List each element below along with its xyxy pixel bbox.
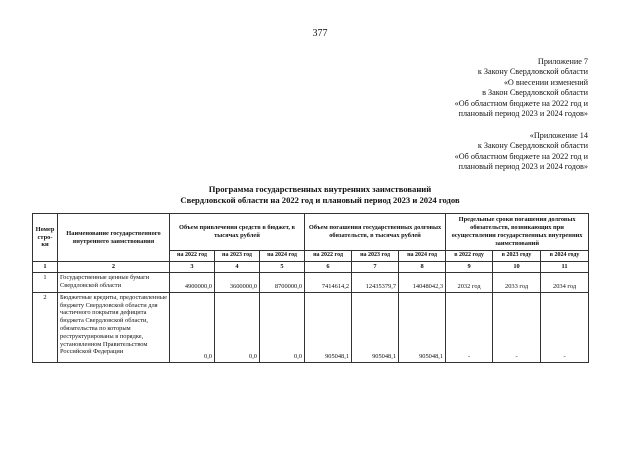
value-cell: 905048,1 xyxy=(352,292,399,362)
year-label: на 2024 год xyxy=(260,251,305,262)
year-label: на 2023 год xyxy=(215,251,260,262)
value-cell: 3600000,0 xyxy=(215,272,260,292)
value-cell: 0,0 xyxy=(170,292,215,362)
value-cell: 14048042,3 xyxy=(399,272,446,292)
row-number: 2 xyxy=(33,292,58,362)
table-row xyxy=(33,292,589,362)
column-index: 8 xyxy=(399,262,446,273)
column-index: 1 xyxy=(33,262,58,273)
value-cell: 7414614,2 xyxy=(305,272,352,292)
row-name: Государственные ценные бумаги Свердловской области xyxy=(58,272,170,292)
year-label: на 2022 год xyxy=(170,251,215,262)
column-index: 2 xyxy=(58,262,170,273)
year-label: на 2023 год xyxy=(352,251,399,262)
year-label: на 2022 год xyxy=(305,251,352,262)
column-index: 10 xyxy=(493,262,541,273)
column-index: 7 xyxy=(352,262,399,273)
appendix-line: «Об областном бюджете на 2022 год и xyxy=(454,151,588,161)
appendix-block xyxy=(455,57,588,119)
term-cell: - xyxy=(541,292,589,362)
column-index: 6 xyxy=(305,262,352,273)
header-row-number: Номер стро-ки xyxy=(33,214,58,262)
term-cell: 2033 год xyxy=(493,272,541,292)
value-cell: 8700000,0 xyxy=(260,272,305,292)
title-line: Свердловской области на 2022 год и плановый период 2023 и 2024 годов xyxy=(180,195,460,205)
appendix-line: «Приложение 14 xyxy=(529,131,588,140)
appendix-line: плановый период 2023 и 2024 годов» xyxy=(458,109,588,119)
year-label: в 2022 году xyxy=(446,251,493,262)
term-cell: - xyxy=(446,292,493,362)
row-number: 1 xyxy=(33,272,58,292)
term-cell: - xyxy=(493,292,541,362)
year-label: в 2024 году xyxy=(541,251,589,262)
document-title xyxy=(0,184,640,206)
appendix-line: к Закону Свердловской области xyxy=(477,67,588,77)
column-index: 9 xyxy=(446,262,493,273)
table-row xyxy=(33,272,589,292)
column-index: 11 xyxy=(541,262,589,273)
year-label: в 2023 году xyxy=(493,251,541,262)
appendix-line: в Закон Свердловской области xyxy=(482,88,588,98)
column-index: 5 xyxy=(260,262,305,273)
borrowing-program-table xyxy=(32,213,589,363)
appendix-block-2 xyxy=(455,131,588,173)
year-label: на 2024 год xyxy=(399,251,446,262)
title-line: Программа государственных внутренних заимствований xyxy=(208,184,432,194)
appendix-line: «Об областном бюджете на 2022 год и xyxy=(454,98,588,108)
value-cell: 0,0 xyxy=(215,292,260,362)
value-cell: 0,0 xyxy=(260,292,305,362)
header-volume: Объем привлечения средств в бюджет, в тысячах рублей xyxy=(170,214,305,251)
row-name: Бюджетные кредиты, предоставленные бюджету Свердловской области для частичного покрытия дефицита бюджета Свердловской области, обязательства по которым реструктурированы в порядке, установленном Правительством Российской Федерации xyxy=(58,292,170,362)
column-index: 4 xyxy=(215,262,260,273)
appendix-line: к Закону Свердловской области xyxy=(477,141,588,151)
column-index: 3 xyxy=(170,262,215,273)
header-terms: Предельные сроки погашения долговых обязательств, возникающих при осуществлении государственных внутренних заимствований xyxy=(446,214,589,251)
value-cell: 905048,1 xyxy=(399,292,446,362)
header-repayment: Объем погашения государственных долговых обязательств, в тысячах рублей xyxy=(305,214,446,251)
value-cell: 905048,1 xyxy=(305,292,352,362)
page-number: 377 xyxy=(312,28,328,39)
value-cell: 12435379,7 xyxy=(352,272,399,292)
term-cell: 2034 год xyxy=(541,272,589,292)
appendix-line: «О внесении изменений xyxy=(503,77,588,87)
appendix-line: Приложение 7 xyxy=(537,57,588,66)
value-cell: 4900000,0 xyxy=(170,272,215,292)
term-cell: 2032 год xyxy=(446,272,493,292)
header-name: Наименование государственного внутреннего заимствования xyxy=(58,214,170,262)
appendix-line: плановый период 2023 и 2024 годов» xyxy=(458,162,588,172)
